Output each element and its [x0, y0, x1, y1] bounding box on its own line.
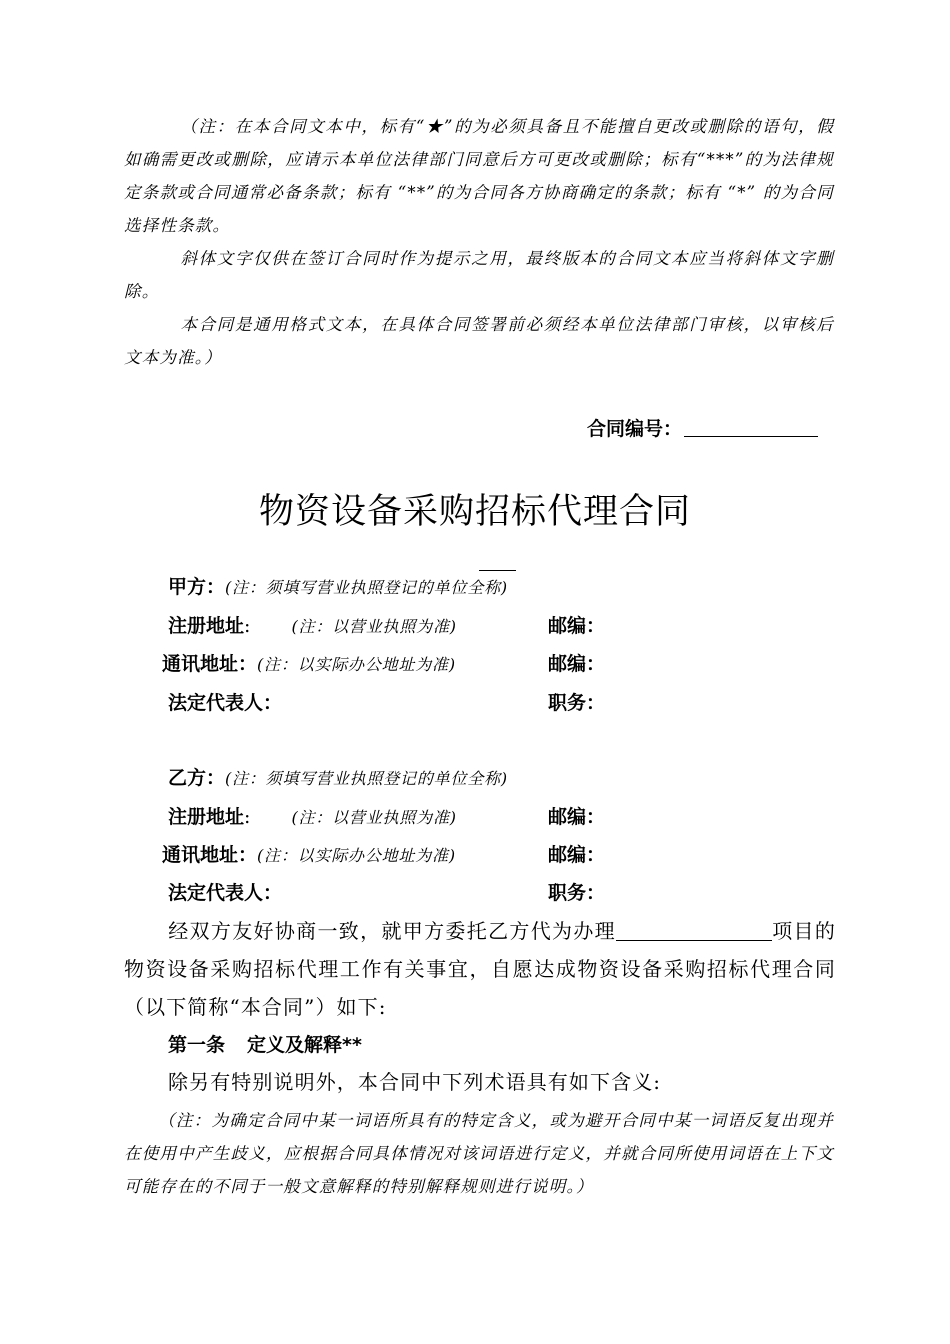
usage-note-markers: （注：在本合同文本中，标有“★”的为必须具备且不能擅自更改或删除的语句，假如确需更改或删除，应请示本单位法律部门同意后方可更改或删除；标有“***”的为法律规定条款或合同通常必备条款；标有 “**”的为合同各方协商确定的条款；标有 “*” 的为合同选择性条款。	[124, 117, 834, 235]
definition-intro: 除另有特别说明外，本合同中下列术语具有如下含义:	[168, 1070, 662, 1094]
party-a-mail-address-row	[162, 650, 456, 678]
usage-note-italics: 斜体文字仅供在签订合同时作为提示之用，最终版本的合同文本应当将斜体文字删除。	[124, 249, 834, 301]
party-a-name-hint: (注：须填写营业执照登记的单位全称)	[225, 578, 508, 597]
party-a-zip2-label: 邮编：	[548, 653, 606, 675]
contract-number-blank[interactable]	[684, 416, 818, 437]
party-b-rep-label: 法定代表人：	[168, 882, 283, 904]
party-a-rep-label: 法定代表人：	[168, 692, 283, 714]
party-a-position-label: 职务：	[548, 692, 606, 714]
party-b-mail-address-label: 通讯地址：	[162, 844, 258, 866]
usage-note-review: 本合同是通用格式文本，在具体合同签署前必须经本单位法律部门审核，以审核后文本为准。）	[124, 315, 834, 367]
party-a-mail-address-hint: (注：以实际办公地址为准)	[257, 655, 456, 674]
definition-note: （注：为确定合同中某一词语所具有的特定含义，或为避开合同中某一词语反复出现并在使用中产生歧义，应根据合同具体情况对该词语进行定义，并就合同所使用词语在上下文可能存在的不同于一般文意解释的特别解释规则进行说明。）	[124, 1111, 834, 1196]
party-b-reg-address-hint: (注：以营业执照为准)	[291, 808, 457, 827]
party-b-zip2-label: 邮编：	[548, 844, 606, 866]
title-underline	[479, 570, 516, 571]
party-a-mail-address-label: 通讯地址：	[162, 653, 258, 675]
contract-number-label: 合同编号：	[587, 418, 683, 440]
party-a-zip-label: 邮编：	[548, 615, 606, 637]
party-b-name-hint: (注：须填写营业执照登记的单位全称)	[225, 769, 508, 788]
party-b-name-row	[168, 764, 508, 792]
party-a-name-row	[168, 573, 508, 601]
party-a-label: 甲方：	[168, 576, 226, 598]
article-1-title: 定义及解释**	[247, 1034, 362, 1056]
party-a-reg-address-row: 注册地址: (注：以营业执照为准)	[168, 615, 457, 637]
project-name-blank[interactable]	[616, 918, 772, 941]
article-1-heading	[168, 1030, 362, 1057]
article-1-number: 第一条	[168, 1034, 226, 1056]
party-b-zip-label: 邮编：	[548, 806, 606, 828]
party-b-mail-address-row	[162, 841, 456, 869]
party-b-reg-address-label: 注册地址	[168, 806, 245, 828]
party-b-position-label: 职务：	[548, 882, 606, 904]
intro-paragraph: 经双方友好协商一致，就甲方委托乙方代为办理 项目的物资设备采购招标代理工作有关事宜，自愿达成物资设备采购招标代理合同（以下简称“本合同”）如下:	[124, 919, 836, 1019]
contract-number	[587, 414, 818, 441]
party-b-reg-address-row: 注册地址: (注：以营业执照为准)	[168, 806, 457, 828]
party-a-reg-address-label: 注册地址	[168, 615, 245, 637]
party-b-label: 乙方：	[168, 767, 226, 789]
document-title: 物资设备采购招标代理合同	[258, 492, 691, 532]
party-b-mail-address-hint: (注：以实际办公地址为准)	[257, 846, 456, 865]
party-a-reg-address-hint: (注：以营业执照为准)	[291, 617, 457, 636]
